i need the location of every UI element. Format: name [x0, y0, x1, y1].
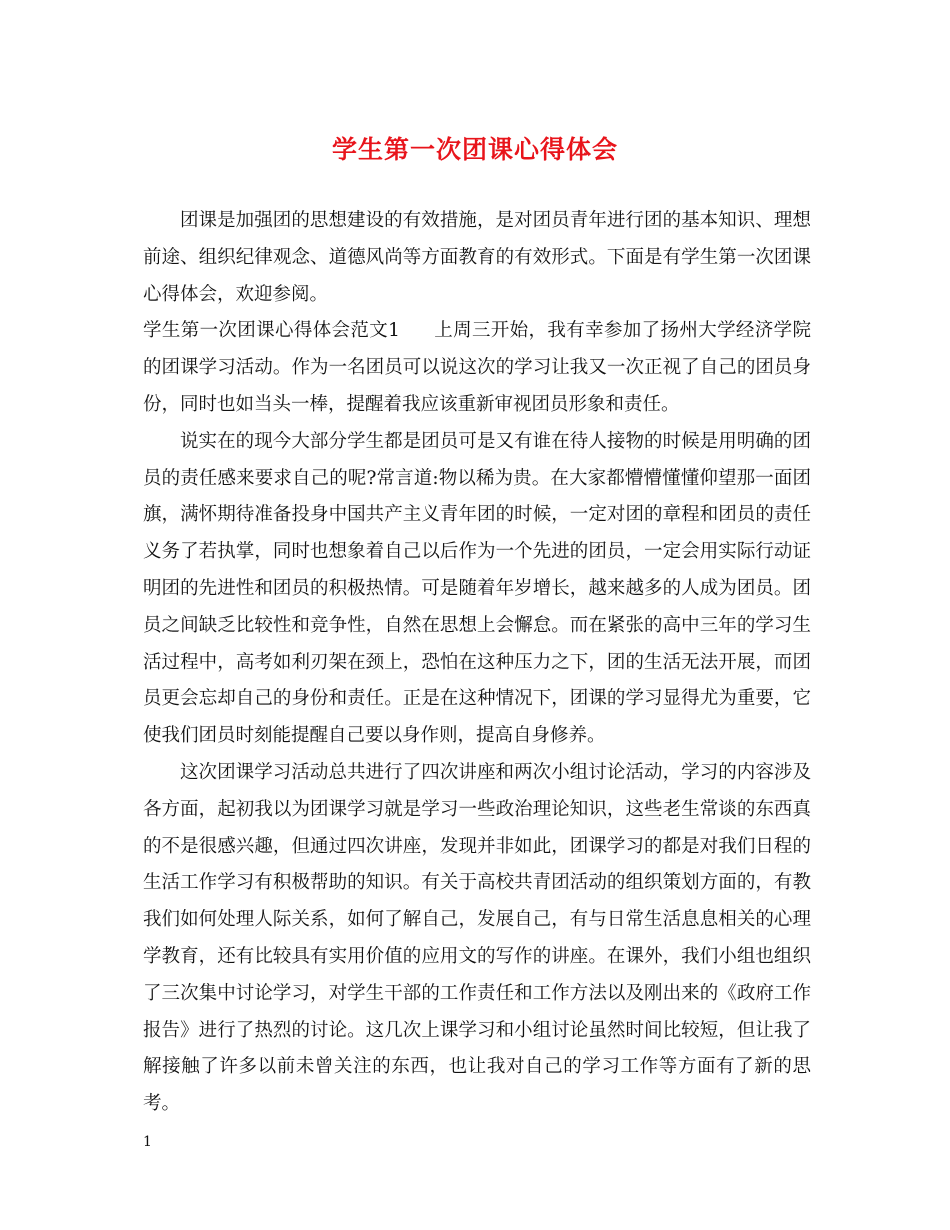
document-body	[143, 203, 811, 1123]
paragraph-2: 说实在的现今大部分学生都是团员可是又有谁在待人接物的时候是用明确的团员的责任感来要求自己的呢?常言道:物以稀为贵。在大家都懵懵懂懂仰望那一面团旗，满怀期待准备投身中国共产主义青年团的时候，一定对团的章程和团员的责任义务了若执掌，同时也想象着自己以后作为一个先进的团员，一定会用实际行动证明团的先进性和团员的积极热情。可是随着年岁增长，越来越多的人成为团员。团员之间缺乏比较性和竞争性，自然在思想上会懈怠。而在紧张的高中三年的学习生活过程中，高考如利刃架在颈上，恐怕在这种压力之下，团的生活无法开展，而团员更会忘却自己的身份和责任。正是在这种情况下，团课的学习显得尤为重要，它使我们团员时刻能提醒自己要以身作则，提高自身修养。	[143, 430, 811, 747]
intro-paragraph: 团课是加强团的思想建设的有效措施，是对团员青年进行团的基本知识、理想前途、组织纪律观念、道德风尚等方面教育的有效形式。下面是有学生第一次团课心得体会，欢迎参阅。	[143, 210, 811, 305]
paragraph-3: 这次团课学习活动总共进行了四次讲座和两次小组讨论活动，学习的内容涉及各方面，起初我以为团课学习就是学习一些政治理论知识，这些老生常谈的东西真的不是很感兴趣，但通过四次讲座，发现并非如此，团课学习的都是对我们日程的生活工作学习有积极帮助的知识。有关于高校共青团活动的组织策划方面的，有教我们如何处理人际关系，如何了解自己，发展自己，有与日常生活息息相关的心理学教育，还有比较具有实用价值的应用文的写作的讲座。在课外，我们小组也组织了三次集中讨论学习，对学生干部的工作责任和工作方法以及刚出来的《政府工作报告》进行了热烈的讨论。这几次上课学习和小组讨论虽然时间比较短，但让我了解接触了许多以前未曾关注的东西，也让我对自己的学习工作等方面有了新的思考。	[143, 761, 811, 1115]
document-title: 学生第一次团课心得体会	[331, 135, 618, 164]
paragraph-1-text: 上周三开始，我有幸参加了扬州大学经济学院的团课学习活动。作为一名团员可以说这次的学习让我又一次正视了自己的团员身份，同时也如当头一棒，提醒着我应该重新审视团员形象和责任。	[143, 320, 811, 415]
sample-paragraph-1	[143, 313, 811, 423]
page-number: 1	[143, 1134, 152, 1150]
sample-heading: 学生第一次团课心得体会范文1	[143, 320, 400, 342]
